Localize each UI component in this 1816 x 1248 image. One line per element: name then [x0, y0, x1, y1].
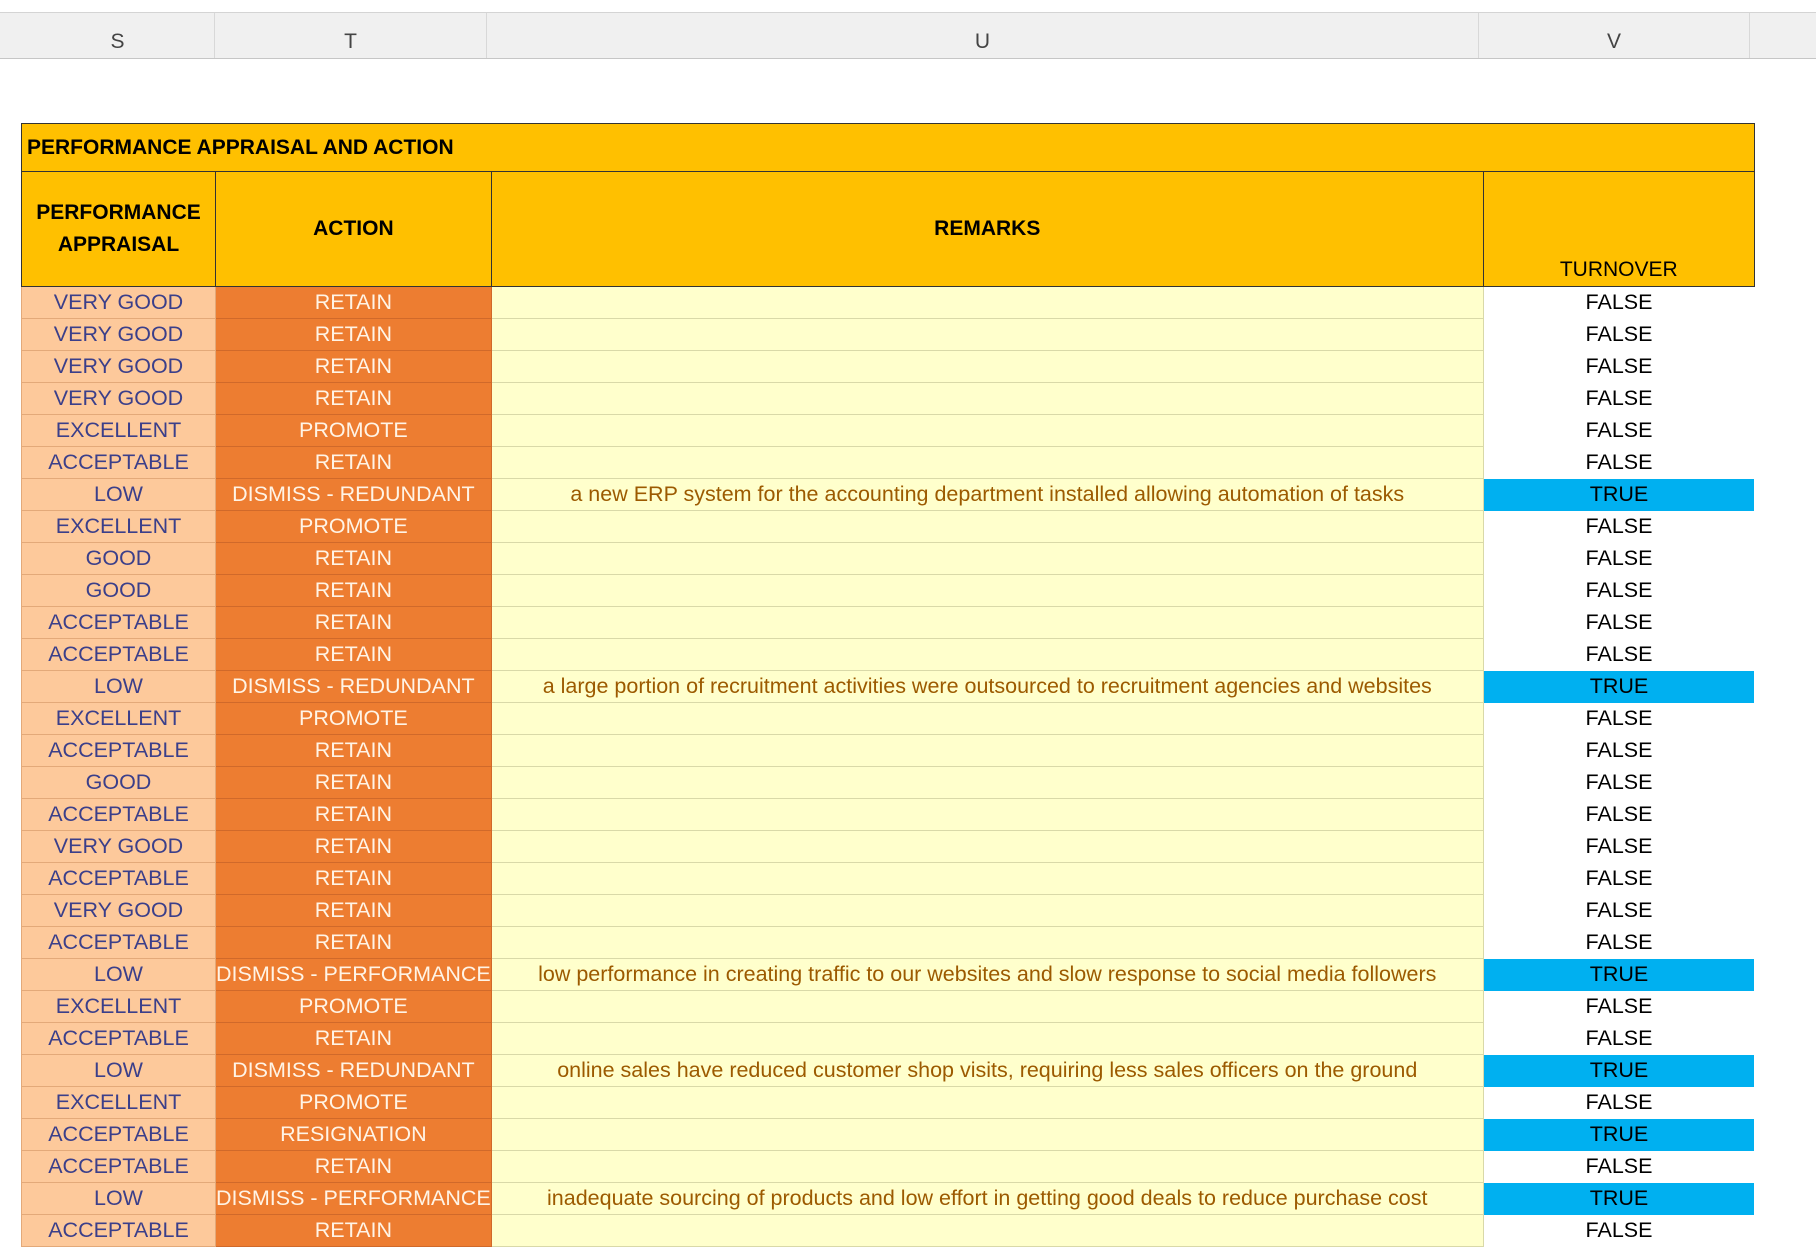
turnover-cell[interactable]: FALSE	[1483, 831, 1754, 863]
action-cell[interactable]: PROMOTE	[216, 1087, 492, 1119]
action-cell[interactable]: PROMOTE	[216, 703, 492, 735]
action-cell[interactable]: RETAIN	[216, 895, 492, 927]
column-header-u[interactable]: U	[487, 13, 1479, 58]
remarks-cell[interactable]: inadequate sourcing of products and low effort in getting good deals to reduce purchase cost	[491, 1183, 1483, 1215]
action-cell[interactable]: RETAIN	[216, 1023, 492, 1055]
performance-cell[interactable]: EXCELLENT	[22, 511, 216, 543]
header-action[interactable]: ACTION	[216, 172, 492, 287]
table-row	[22, 575, 1755, 607]
column-header-bar	[0, 13, 1816, 59]
table-row	[22, 799, 1755, 831]
turnover-cell[interactable]: FALSE	[1483, 383, 1754, 415]
turnover-cell[interactable]: FALSE	[1483, 1087, 1754, 1119]
turnover-cell[interactable]: FALSE	[1483, 735, 1754, 767]
performance-cell[interactable]: ACCEPTABLE	[22, 927, 216, 959]
turnover-cell[interactable]: FALSE	[1483, 927, 1754, 959]
performance-cell[interactable]: GOOD	[22, 543, 216, 575]
performance-cell[interactable]: VERY GOOD	[22, 383, 216, 415]
performance-cell[interactable]: ACCEPTABLE	[22, 447, 216, 479]
column-header-s[interactable]: S	[21, 13, 215, 58]
turnover-cell[interactable]: FALSE	[1483, 351, 1754, 383]
header-remarks[interactable]: REMARKS	[491, 172, 1483, 287]
performance-cell[interactable]: EXCELLENT	[22, 991, 216, 1023]
performance-cell[interactable]: ACCEPTABLE	[22, 1023, 216, 1055]
table-row	[22, 1215, 1755, 1247]
table-row	[22, 479, 1755, 511]
turnover-cell[interactable]: FALSE	[1483, 543, 1754, 575]
turnover-cell[interactable]: FALSE	[1483, 575, 1754, 607]
performance-cell[interactable]: VERY GOOD	[22, 287, 216, 319]
remarks-cell[interactable]	[491, 1151, 1483, 1183]
performance-cell[interactable]: EXCELLENT	[22, 415, 216, 447]
action-cell[interactable]: PROMOTE	[216, 511, 492, 543]
action-cell[interactable]: PROMOTE	[216, 991, 492, 1023]
turnover-cell[interactable]: TRUE	[1483, 1119, 1754, 1151]
table-row	[22, 1151, 1755, 1183]
action-cell[interactable]: RETAIN	[216, 447, 492, 479]
turnover-cell[interactable]: TRUE	[1483, 959, 1754, 991]
performance-cell[interactable]: LOW	[22, 479, 216, 511]
turnover-cell[interactable]: FALSE	[1483, 287, 1754, 319]
turnover-cell[interactable]: FALSE	[1483, 511, 1754, 543]
header-performance-appraisal[interactable]: PERFORMANCE APPRAISAL	[22, 172, 216, 287]
turnover-cell[interactable]: FALSE	[1483, 415, 1754, 447]
remarks-cell[interactable]	[491, 351, 1483, 383]
table-row	[22, 1055, 1755, 1087]
table-row	[22, 383, 1755, 415]
turnover-cell[interactable]: FALSE	[1483, 1023, 1754, 1055]
action-cell[interactable]: DISMISS - REDUNDANT	[216, 479, 492, 511]
performance-cell[interactable]: VERY GOOD	[22, 351, 216, 383]
remarks-cell[interactable]	[491, 1215, 1483, 1247]
remarks-cell[interactable]	[491, 895, 1483, 927]
performance-cell[interactable]: LOW	[22, 1055, 216, 1087]
action-cell[interactable]: RETAIN	[216, 383, 492, 415]
action-cell[interactable]: RETAIN	[216, 607, 492, 639]
remarks-cell[interactable]	[491, 799, 1483, 831]
performance-cell[interactable]: ACCEPTABLE	[22, 1215, 216, 1247]
action-cell[interactable]: DISMISS - REDUNDANT	[216, 1055, 492, 1087]
performance-cell[interactable]: ACCEPTABLE	[22, 1151, 216, 1183]
remarks-cell[interactable]	[491, 1119, 1483, 1151]
remarks-cell[interactable]	[491, 447, 1483, 479]
remarks-cell[interactable]	[491, 511, 1483, 543]
remarks-cell[interactable]	[491, 831, 1483, 863]
remarks-cell[interactable]	[491, 543, 1483, 575]
performance-cell[interactable]: ACCEPTABLE	[22, 735, 216, 767]
performance-cell[interactable]: LOW	[22, 1183, 216, 1215]
action-cell[interactable]: RETAIN	[216, 639, 492, 671]
performance-cell[interactable]: VERY GOOD	[22, 319, 216, 351]
action-cell[interactable]: RETAIN	[216, 543, 492, 575]
table-row	[22, 1087, 1755, 1119]
remarks-cell[interactable]	[491, 383, 1483, 415]
turnover-cell[interactable]: FALSE	[1483, 607, 1754, 639]
remarks-cell[interactable]: a new ERP system for the accounting department installed allowing automation of tasks	[491, 479, 1483, 511]
performance-cell[interactable]: ACCEPTABLE	[22, 799, 216, 831]
action-cell[interactable]: RETAIN	[216, 735, 492, 767]
action-cell[interactable]: RETAIN	[216, 927, 492, 959]
performance-cell[interactable]: ACCEPTABLE	[22, 639, 216, 671]
remarks-cell[interactable]	[491, 415, 1483, 447]
remarks-cell[interactable]	[491, 863, 1483, 895]
header-turnover[interactable]: TURNOVER	[1483, 172, 1754, 287]
table-row	[22, 927, 1755, 959]
table-row	[22, 511, 1755, 543]
table-row	[22, 767, 1755, 799]
turnover-cell[interactable]: FALSE	[1483, 319, 1754, 351]
remarks-cell[interactable]: a large portion of recruitment activities were outsourced to recruitment agencies and websites	[491, 671, 1483, 703]
turnover-cell[interactable]: FALSE	[1483, 1151, 1754, 1183]
table-row	[22, 991, 1755, 1023]
action-cell[interactable]: RETAIN	[216, 799, 492, 831]
turnover-cell[interactable]: FALSE	[1483, 863, 1754, 895]
action-cell[interactable]: DISMISS - PERFORMANCE	[216, 1183, 492, 1215]
table-row	[22, 415, 1755, 447]
table-title[interactable]: PERFORMANCE APPRAISAL AND ACTION	[22, 124, 1755, 172]
table-row	[22, 1023, 1755, 1055]
turnover-cell[interactable]: TRUE	[1483, 479, 1754, 511]
performance-cell[interactable]: ACCEPTABLE	[22, 607, 216, 639]
turnover-cell[interactable]: TRUE	[1483, 671, 1754, 703]
toolbar-strip	[0, 0, 1816, 13]
table-row	[22, 543, 1755, 575]
table-row	[22, 959, 1755, 991]
turnover-cell[interactable]: FALSE	[1483, 447, 1754, 479]
remarks-cell[interactable]	[491, 703, 1483, 735]
table-row	[22, 863, 1755, 895]
remarks-cell[interactable]	[491, 639, 1483, 671]
remarks-cell[interactable]	[491, 319, 1483, 351]
remarks-cell[interactable]	[491, 991, 1483, 1023]
table-row	[22, 447, 1755, 479]
action-cell[interactable]: DISMISS - PERFORMANCE	[216, 959, 492, 991]
action-cell[interactable]: RETAIN	[216, 1215, 492, 1247]
performance-cell[interactable]: GOOD	[22, 575, 216, 607]
table-row	[22, 319, 1755, 351]
turnover-cell[interactable]: FALSE	[1483, 895, 1754, 927]
performance-cell[interactable]: ACCEPTABLE	[22, 863, 216, 895]
table-row	[22, 287, 1755, 319]
action-cell[interactable]: RETAIN	[216, 319, 492, 351]
table-row	[22, 735, 1755, 767]
table-row	[22, 671, 1755, 703]
turnover-cell[interactable]: FALSE	[1483, 799, 1754, 831]
table-row	[22, 703, 1755, 735]
performance-cell[interactable]: VERY GOOD	[22, 831, 216, 863]
remarks-cell[interactable]	[491, 1023, 1483, 1055]
table-row	[22, 607, 1755, 639]
remarks-cell[interactable]	[491, 735, 1483, 767]
action-cell[interactable]: RETAIN	[216, 863, 492, 895]
action-cell[interactable]: PROMOTE	[216, 415, 492, 447]
performance-cell[interactable]: LOW	[22, 671, 216, 703]
action-cell[interactable]: RETAIN	[216, 351, 492, 383]
remarks-cell[interactable]: online sales have reduced customer shop visits, requiring less sales officers on the ground	[491, 1055, 1483, 1087]
action-cell[interactable]: RETAIN	[216, 575, 492, 607]
table-row	[22, 831, 1755, 863]
performance-cell[interactable]: EXCELLENT	[22, 1087, 216, 1119]
remarks-cell[interactable]	[491, 287, 1483, 319]
action-cell[interactable]: RETAIN	[216, 287, 492, 319]
column-header-v[interactable]: V	[1479, 13, 1750, 58]
remarks-cell[interactable]	[491, 575, 1483, 607]
column-header-t[interactable]: T	[215, 13, 487, 58]
remarks-cell[interactable]	[491, 927, 1483, 959]
table-row	[22, 639, 1755, 671]
action-cell[interactable]: RESIGNATION	[216, 1119, 492, 1151]
action-cell[interactable]: RETAIN	[216, 831, 492, 863]
performance-cell[interactable]: EXCELLENT	[22, 703, 216, 735]
remarks-cell[interactable]	[491, 607, 1483, 639]
performance-cell[interactable]: VERY GOOD	[22, 895, 216, 927]
performance-cell[interactable]: ACCEPTABLE	[22, 1119, 216, 1151]
remarks-cell[interactable]: low performance in creating traffic to our websites and slow response to social media followers	[491, 959, 1483, 991]
table-row	[22, 895, 1755, 927]
table-row	[22, 1119, 1755, 1151]
appraisal-table	[21, 123, 1755, 1247]
remarks-cell[interactable]	[491, 1087, 1483, 1119]
action-cell[interactable]: DISMISS - REDUNDANT	[216, 671, 492, 703]
turnover-cell[interactable]: FALSE	[1483, 767, 1754, 799]
turnover-cell[interactable]: FALSE	[1483, 639, 1754, 671]
remarks-cell[interactable]	[491, 767, 1483, 799]
turnover-cell[interactable]: TRUE	[1483, 1183, 1754, 1215]
table-row	[22, 1183, 1755, 1215]
table-row	[22, 351, 1755, 383]
action-cell[interactable]: RETAIN	[216, 767, 492, 799]
action-cell[interactable]: RETAIN	[216, 1151, 492, 1183]
turnover-cell[interactable]: TRUE	[1483, 1055, 1754, 1087]
turnover-cell[interactable]: FALSE	[1483, 703, 1754, 735]
performance-cell[interactable]: GOOD	[22, 767, 216, 799]
turnover-cell[interactable]: FALSE	[1483, 1215, 1754, 1247]
turnover-cell[interactable]: FALSE	[1483, 991, 1754, 1023]
performance-cell[interactable]: LOW	[22, 959, 216, 991]
